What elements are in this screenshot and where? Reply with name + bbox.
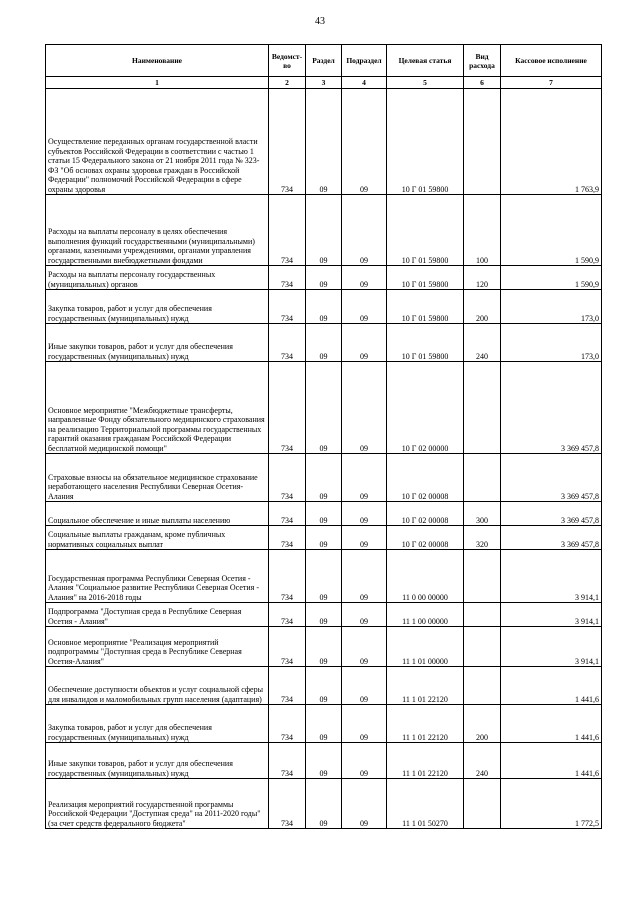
row-subsection: 09: [342, 779, 387, 829]
header-department: Ведомст-во: [269, 45, 306, 77]
row-subsection: 09: [342, 324, 387, 362]
header-section: Раздел: [306, 45, 342, 77]
row-expense-type: 240: [464, 743, 501, 779]
row-department: 734: [269, 667, 306, 705]
row-section: 09: [306, 195, 342, 266]
row-subsection: 09: [342, 603, 387, 627]
row-target-article: 10 Г 01 59800: [387, 324, 464, 362]
column-index: 3: [306, 77, 342, 89]
row-section: 09: [306, 526, 342, 550]
row-subsection: 09: [342, 627, 387, 667]
table-row: [46, 627, 602, 667]
column-index: 2: [269, 77, 306, 89]
row-name: Страховые взносы на обязательное медицинское страхование неработающего населения Республики Северная Осетия-Алания: [46, 454, 269, 502]
table-row: [46, 705, 602, 743]
table-row: [46, 526, 602, 550]
column-index: 6: [464, 77, 501, 89]
row-department: 734: [269, 324, 306, 362]
row-target-article: 11 0 00 00000: [387, 550, 464, 603]
row-department: 734: [269, 779, 306, 829]
row-department: 734: [269, 195, 306, 266]
column-index-row: [46, 77, 602, 89]
row-target-article: 10 Г 01 59800: [387, 89, 464, 195]
row-department: 734: [269, 743, 306, 779]
row-name: Реализация мероприятий государственной программы Российской Федерации "Доступная среда" на 2011-2020 годы" (за счет средств федерального бюджета": [46, 779, 269, 829]
row-amount: 1 441,6: [501, 743, 602, 779]
row-target-article: 10 Г 01 59800: [387, 290, 464, 324]
row-subsection: 09: [342, 667, 387, 705]
row-section: 09: [306, 627, 342, 667]
row-section: 09: [306, 603, 342, 627]
table-row: [46, 603, 602, 627]
row-expense-type: 320: [464, 526, 501, 550]
row-target-article: 11 1 01 22120: [387, 705, 464, 743]
table-row: [46, 89, 602, 195]
row-section: 09: [306, 667, 342, 705]
row-target-article: 10 Г 02 00008: [387, 502, 464, 526]
row-subsection: 09: [342, 89, 387, 195]
header-expense-type: Вид расхода: [464, 45, 501, 77]
row-section: 09: [306, 550, 342, 603]
row-amount: 3 369 457,8: [501, 454, 602, 502]
row-amount: 1 590,9: [501, 266, 602, 290]
row-subsection: 09: [342, 705, 387, 743]
row-expense-type: 200: [464, 290, 501, 324]
row-expense-type: [464, 603, 501, 627]
row-section: 09: [306, 324, 342, 362]
row-name: Основное мероприятие "Реализация мероприятий подпрограммы "Доступная среда в Республике Северная Осетия-Алания": [46, 627, 269, 667]
row-expense-type: [464, 667, 501, 705]
row-amount: 1 590,9: [501, 195, 602, 266]
row-name: Социальные выплаты гражданам, кроме публичных нормативных социальных выплат: [46, 526, 269, 550]
page-number: 43: [315, 16, 325, 27]
row-target-article: 11 1 01 22120: [387, 667, 464, 705]
row-amount: 3 369 457,8: [501, 362, 602, 454]
row-name: Закупка товаров, работ и услуг для обеспечения государственных (муниципальных) нужд: [46, 290, 269, 324]
row-expense-type: 120: [464, 266, 501, 290]
row-amount: 3 914,1: [501, 550, 602, 603]
row-target-article: 11 1 01 50270: [387, 779, 464, 829]
header-target-article: Целевая статья: [387, 45, 464, 77]
row-target-article: 10 Г 01 59800: [387, 266, 464, 290]
row-target-article: 10 Г 02 00008: [387, 454, 464, 502]
column-index: 4: [342, 77, 387, 89]
header-row: [46, 45, 602, 77]
row-section: 09: [306, 779, 342, 829]
row-name: Иные закупки товаров, работ и услуг для обеспечения государственных (муниципальных) нужд: [46, 743, 269, 779]
row-name: Осуществление переданных органам государственной власти субъектов Российской Федерации в соответствии с частью 1 статьи 15 Федерального закона от 21 ноября 2011 года № 323-ФЗ "Об основах охраны здоровья граждан в Российской Федерации" полномочий Российской Федерации в сфере охраны здоровья: [46, 89, 269, 195]
row-department: 734: [269, 502, 306, 526]
row-subsection: 09: [342, 266, 387, 290]
row-department: 734: [269, 89, 306, 195]
row-name: Расходы на выплаты персоналу государственных (муниципальных) органов: [46, 266, 269, 290]
row-department: 734: [269, 526, 306, 550]
row-name: Подпрограмма "Доступная среда в Республике Северная Осетия - Алания": [46, 603, 269, 627]
row-amount: 1 441,6: [501, 705, 602, 743]
column-index: 5: [387, 77, 464, 89]
row-expense-type: 240: [464, 324, 501, 362]
header-subsection: Подраздел: [342, 45, 387, 77]
row-section: 09: [306, 362, 342, 454]
row-name: Иные закупки товаров, работ и услуг для обеспечения государственных (муниципальных) нужд: [46, 324, 269, 362]
row-target-article: 10 Г 01 59800: [387, 195, 464, 266]
row-department: 734: [269, 603, 306, 627]
row-amount: 1 441,6: [501, 667, 602, 705]
table-row: [46, 454, 602, 502]
row-subsection: 09: [342, 550, 387, 603]
row-name: Обеспечение доступности объектов и услуг социальной сферы для инвалидов и маломобильных групп населения (адаптация): [46, 667, 269, 705]
row-name: Закупка товаров, работ и услуг для обеспечения государственных (муниципальных) нужд: [46, 705, 269, 743]
row-expense-type: [464, 89, 501, 195]
row-subsection: 09: [342, 743, 387, 779]
row-department: 734: [269, 362, 306, 454]
row-section: 09: [306, 502, 342, 526]
table-row: [46, 266, 602, 290]
row-section: 09: [306, 743, 342, 779]
table-body: [46, 89, 602, 829]
row-name: Социальное обеспечение и иные выплаты населению: [46, 502, 269, 526]
table-row: [46, 195, 602, 266]
row-amount: 3 914,1: [501, 603, 602, 627]
row-target-article: 11 1 01 22120: [387, 743, 464, 779]
row-expense-type: [464, 362, 501, 454]
row-subsection: 09: [342, 195, 387, 266]
row-target-article: 11 1 00 00000: [387, 603, 464, 627]
table-row: [46, 550, 602, 603]
row-amount: 1 772,5: [501, 779, 602, 829]
row-expense-type: 300: [464, 502, 501, 526]
row-subsection: 09: [342, 454, 387, 502]
header-name: Наименование: [46, 45, 269, 77]
row-subsection: 09: [342, 526, 387, 550]
row-section: 09: [306, 290, 342, 324]
row-amount: 3 369 457,8: [501, 502, 602, 526]
column-index: 7: [501, 77, 602, 89]
row-subsection: 09: [342, 362, 387, 454]
row-section: 09: [306, 266, 342, 290]
row-section: 09: [306, 705, 342, 743]
row-subsection: 09: [342, 502, 387, 526]
row-expense-type: [464, 627, 501, 667]
row-amount: 1 763,9: [501, 89, 602, 195]
row-target-article: 10 Г 02 00008: [387, 526, 464, 550]
row-department: 734: [269, 290, 306, 324]
row-name: Основное мероприятие "Межбюджетные трансферты, направленные Фонду обязательного медицинского страхования на реализацию Территориальной программы государственных гарантий оказания гражданам Российской Федерации бесплатной медицинской помощи": [46, 362, 269, 454]
table-row: [46, 362, 602, 454]
table-row: [46, 324, 602, 362]
column-index: 1: [46, 77, 269, 89]
row-expense-type: [464, 779, 501, 829]
row-amount: 173,0: [501, 324, 602, 362]
row-section: 09: [306, 89, 342, 195]
row-subsection: 09: [342, 290, 387, 324]
row-department: 734: [269, 627, 306, 667]
table-row: [46, 779, 602, 829]
row-amount: 173,0: [501, 290, 602, 324]
budget-table: [45, 44, 602, 829]
row-expense-type: 100: [464, 195, 501, 266]
row-department: 734: [269, 266, 306, 290]
row-section: 09: [306, 454, 342, 502]
row-department: 734: [269, 550, 306, 603]
row-name: Расходы на выплаты персоналу в целях обеспечения выполнения функций государственными (муниципальными) органами, казенными учреждениями, органами управления государственными внебюджетными фондами: [46, 195, 269, 266]
table-row: [46, 502, 602, 526]
row-department: 734: [269, 454, 306, 502]
row-expense-type: 200: [464, 705, 501, 743]
table-row: [46, 290, 602, 324]
row-amount: 3 369 457,8: [501, 526, 602, 550]
row-amount: 3 914,1: [501, 627, 602, 667]
table-row: [46, 667, 602, 705]
row-expense-type: [464, 454, 501, 502]
header-cash-execution: Кассовое исполнение: [501, 45, 602, 77]
row-target-article: 11 1 01 00000: [387, 627, 464, 667]
table-row: [46, 743, 602, 779]
row-target-article: 10 Г 02 00000: [387, 362, 464, 454]
row-department: 734: [269, 705, 306, 743]
row-name: Государственная программа Республики Северная Осетия - Алания "Социальное развитие Республики Северная Осетия - Алания" на 2016-2018 годы: [46, 550, 269, 603]
row-expense-type: [464, 550, 501, 603]
